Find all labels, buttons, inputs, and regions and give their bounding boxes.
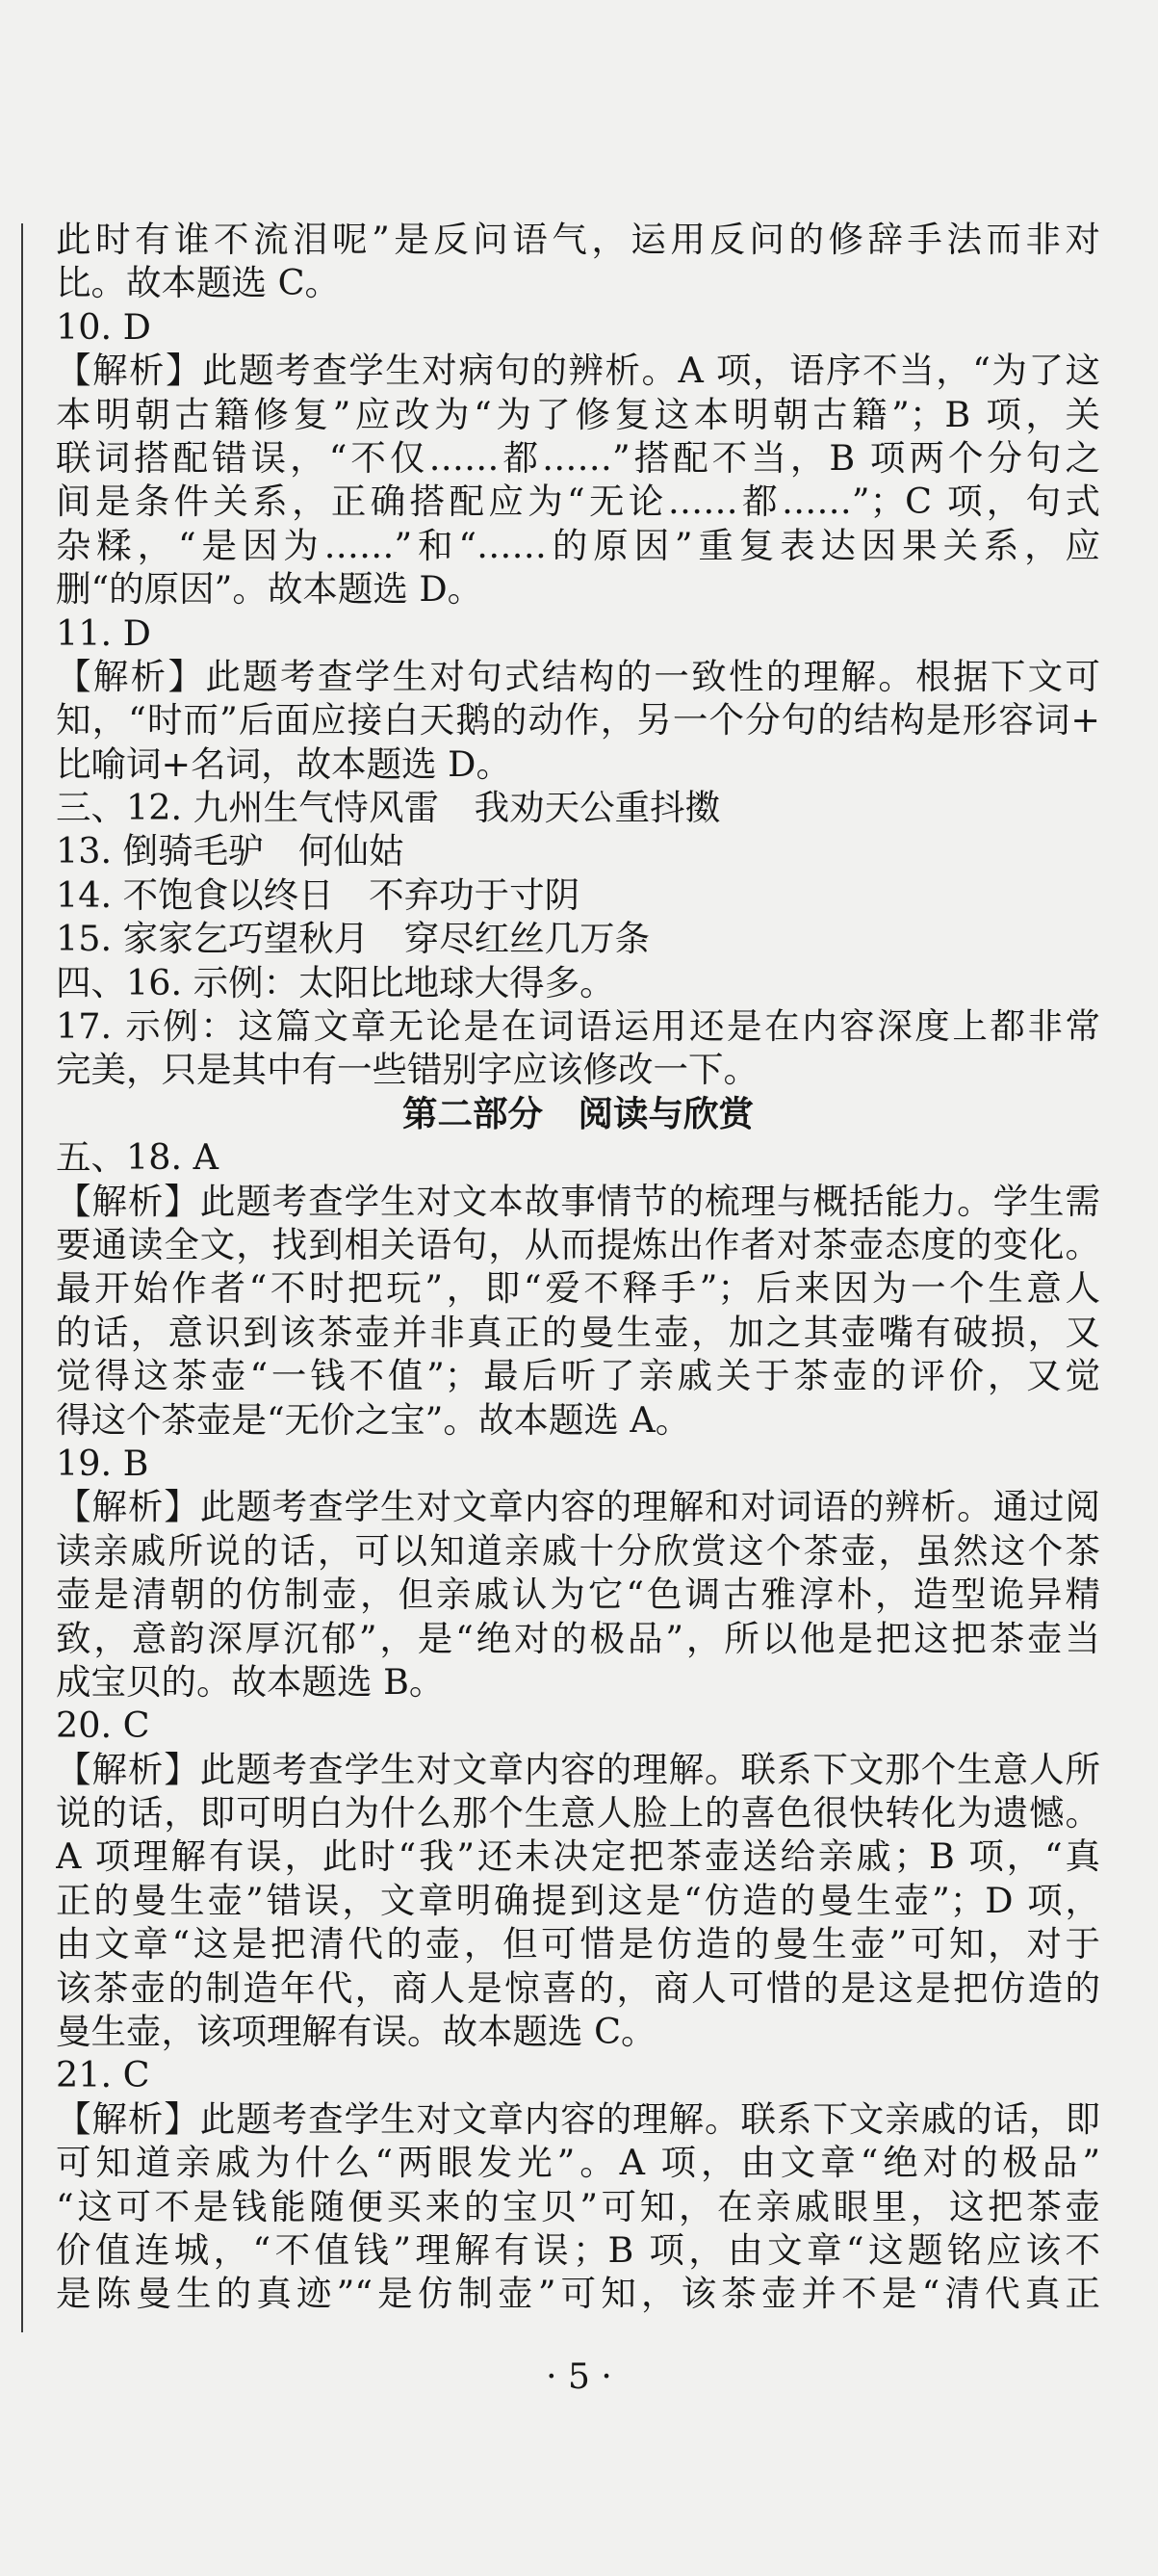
text-line: 成宝贝的。故本题选 B。 [56,1660,445,1703]
section-heading: 第二部分 阅读与欣赏 [402,1092,754,1134]
text-line: 【解析】此题考查学生对文章内容的理解。联系下文那个生意人所 [56,1748,1100,1790]
text-line: 曼生壶，该项理解有误。故本题选 C。 [56,2011,656,2053]
text-line: 21. C [56,2054,150,2096]
page-number: · 5 · [546,2357,612,2397]
text-line: 最开始作者“不时把玩”，即“爱不释手”；后来因为一个生意人 [56,1267,1100,1310]
text-line: 间是条件关系，正确搭配应为“无论……都……”；C 项，句式 [56,481,1100,523]
text-line: 联词搭配错误，“不仅……都……”搭配不当，B 项两个分句之 [56,436,1100,479]
text-line: A 项理解有误，此时“我”还未决定把茶壶送给亲戚；B 项，“真 [56,1835,1100,1878]
text-line: 【解析】此题考查学生对文本故事情节的梳理与概括能力。学生需 [56,1180,1100,1222]
text-line: 该茶壶的制造年代，商人是惊喜的，商人可惜的是这是把仿造的 [56,1966,1100,2009]
text-line: 四、16. 示例：太阳比地球大得多。 [56,961,615,1003]
text-line: 本明朝古籍修复”应改为“为了修复这本明朝古籍”；B 项，关 [56,393,1100,435]
text-line: 14. 不饱食以终日 不弃功于寸阴 [56,873,580,916]
text-line: 觉得这茶壶“一钱不值”；最后听了亲戚关于茶壶的评价，又觉 [56,1355,1100,1397]
text-line: 20. C [56,1704,150,1747]
text-line: 删“的原因”。故本题选 D。 [56,568,483,611]
text-line: 完美，只是其中有一些错别字应该修改一下。 [56,1049,759,1091]
text-line: 【解析】此题考查学生对文章内容的理解和对词语的辨析。通过阅 [56,1486,1100,1528]
text-line: 壶是清朝的仿制壶，但亲戚认为它“色调古雅淳朴，造型诡异精 [56,1574,1100,1616]
text-line: 可知道亲戚为什么“两眼发光”。A 项，由文章“绝对的极品” [56,2142,1100,2184]
text-line: 13. 倒骑毛驴 何仙姑 [56,830,404,872]
text-line: 此时有谁不流泪呢”是反问语气，运用反问的修辞手法而非对 [56,219,1100,260]
text-line: 10. D [56,305,151,348]
text-line: “这可不是钱能随便买来的宝贝”可知，在亲戚眼里，这把茶壶 [56,2185,1100,2227]
text-line: 五、18. A [56,1136,219,1179]
text-line: 【解析】此题考查学生对句式结构的一致性的理解。根据下文可 [56,655,1100,697]
text-line: 15. 家家乞巧望秋月 穿尽红丝几万条 [56,918,651,960]
text-line: 要通读全文，找到相关语句，从而提炼出作者对茶壶态度的变化。 [56,1223,1100,1265]
text-line: 19. B [56,1442,149,1484]
text-line: 11. D [56,611,151,654]
text-line: 【解析】此题考查学生对文章内容的理解。联系下文亲戚的话，即 [56,2097,1100,2140]
text-line: 说的话，即可明白为什么那个生意人脸上的喜色很快转化为遗憾。 [56,1792,1100,1834]
answer-text-body [56,218,1100,2316]
text-line: 比。故本题选 C。 [56,262,341,304]
text-line: 比喻词+名词，故本题选 D。 [56,742,511,785]
text-line: 17. 示例：这篇文章无论是在词语运用还是在内容深度上都非常 [56,1005,1100,1048]
text-line: 价值连城，“不值钱”理解有误；B 项，由文章“这题铭应该不 [56,2228,1100,2271]
text-line: 的话，意识到该茶壶并非真正的曼生壶，加之其壶嘴有破损，又 [56,1311,1100,1353]
text-line: 杂糅，“是因为……”和“……的原因”重复表达因果关系，应 [56,524,1100,566]
text-line: 读亲戚所说的话，可以知道亲戚十分欣赏这个茶壶，虽然这个茶 [56,1529,1100,1572]
left-margin-rule [21,223,23,2332]
text-line: 由文章“这是把清代的壶，但可惜是仿造的曼生壶”可知，对于 [56,1923,1100,1965]
text-line: 致，意韵深厚沉郁”，是“绝对的极品”，所以他是把这把茶壶当 [56,1617,1100,1659]
text-line: 得这个茶壶是“无价之宝”。故本题选 A。 [56,1398,691,1441]
text-line: 三、12. 九州生气恃风雷 我劝天公重抖擞 [56,787,721,829]
text-line: 正的曼生壶”错误，文章明确提到这是“仿造的曼生壶”；D 项， [56,1879,1100,1921]
text-line: 知，“时而”后面应接白天鹅的动作，另一个分句的结构是形容词+ [56,699,1100,742]
text-line: 【解析】此题考查学生对病句的辨析。A 项，语序不当，“为了这 [56,350,1100,392]
text-line: 是陈曼生的真迹”“是仿制壶”可知，该茶壶并不是“清代真正 [56,2273,1100,2315]
